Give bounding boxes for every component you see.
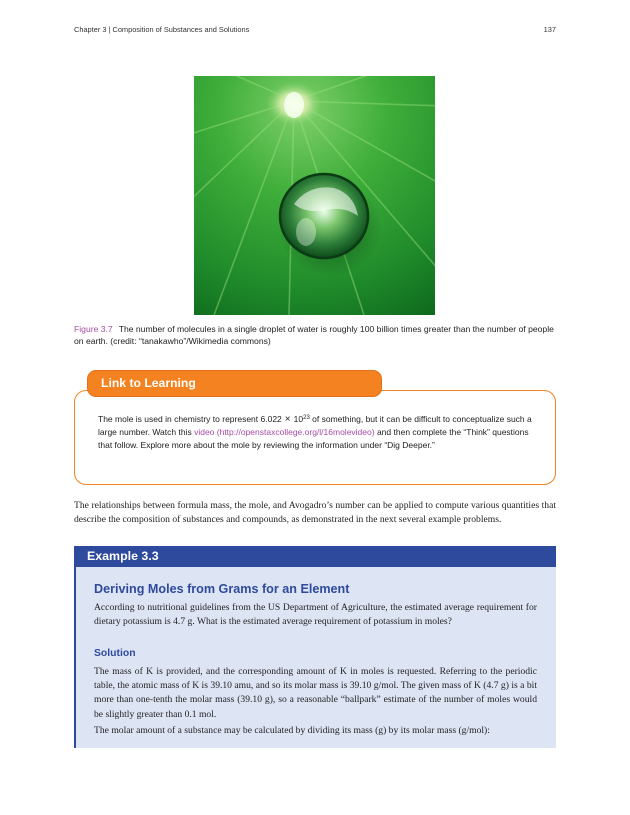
ltl-text-part1: The mole is used in chemistry to represent 6.022 (98, 414, 282, 424)
power-base: 10 (293, 414, 304, 424)
link-to-learning-text (98, 413, 538, 451)
ltl-text-part3: and then complete the “Think” questions that follow. Explore more about the mole by reviewing the information under “Dig Deeper.” (98, 427, 529, 450)
water-droplet-photo (194, 76, 435, 315)
link-to-learning-title: Link to Learning (87, 370, 382, 397)
figure-caption (74, 323, 556, 347)
chapter-title: Chapter 3 | Composition of Substances and Solutions (74, 25, 250, 34)
figure-label: Figure 3.7 (74, 324, 113, 334)
running-header (74, 25, 556, 37)
video-link[interactable]: video (http://openstaxcollege.org/l/16molevideo) (194, 427, 375, 438)
solution-heading: Solution (94, 648, 136, 659)
times-symbol: × (284, 414, 291, 425)
solution-paragraph-2: The molar amount of a substance may be calculated by dividing its mass (g) by its molar mass (g/mol): (94, 725, 490, 736)
example-label: Example 3.3 (74, 546, 556, 567)
power-exponent: 23 (303, 415, 310, 421)
example-title: Deriving Moles from Grams for an Element (94, 582, 350, 596)
ltl-text-part2: of something, but it can be difficult to conceptualize such a large number. Watch this (98, 414, 532, 438)
page-number: 137 (543, 25, 556, 34)
body-paragraph: The relationships between formula mass, the mole, and Avogadro’s number can be applied to compute various quantities that describe the composition of substances and compounds, as demonstrated in the next several example problems. (74, 500, 556, 525)
figure-caption-text: The number of molecules in a single droplet of water is roughly 100 billion times greater than the number of people on earth. (credit: “tanakawho”/Wikimedia commons) (74, 324, 554, 346)
example-problem: According to nutritional guidelines from the US Department of Agriculture, the estimated average requirement for dietary potassium is 4.7 g. What is the estimated average requirement of potassium in moles? (94, 602, 537, 628)
solution-paragraph-1: The mass of K is provided, and the corresponding amount of K in moles is requested. Referring to the periodic table, the atomic mass of K is 39.10 amu, and so its molar mass is 39.10 g/mol. The given mass of K (4.7 g) is a bit more than one-tenth the molar mass (39.10 g), so a reasonable “ballpark” estimate of the number of moles would be slightly greater than 0.1 mol. (94, 666, 537, 720)
